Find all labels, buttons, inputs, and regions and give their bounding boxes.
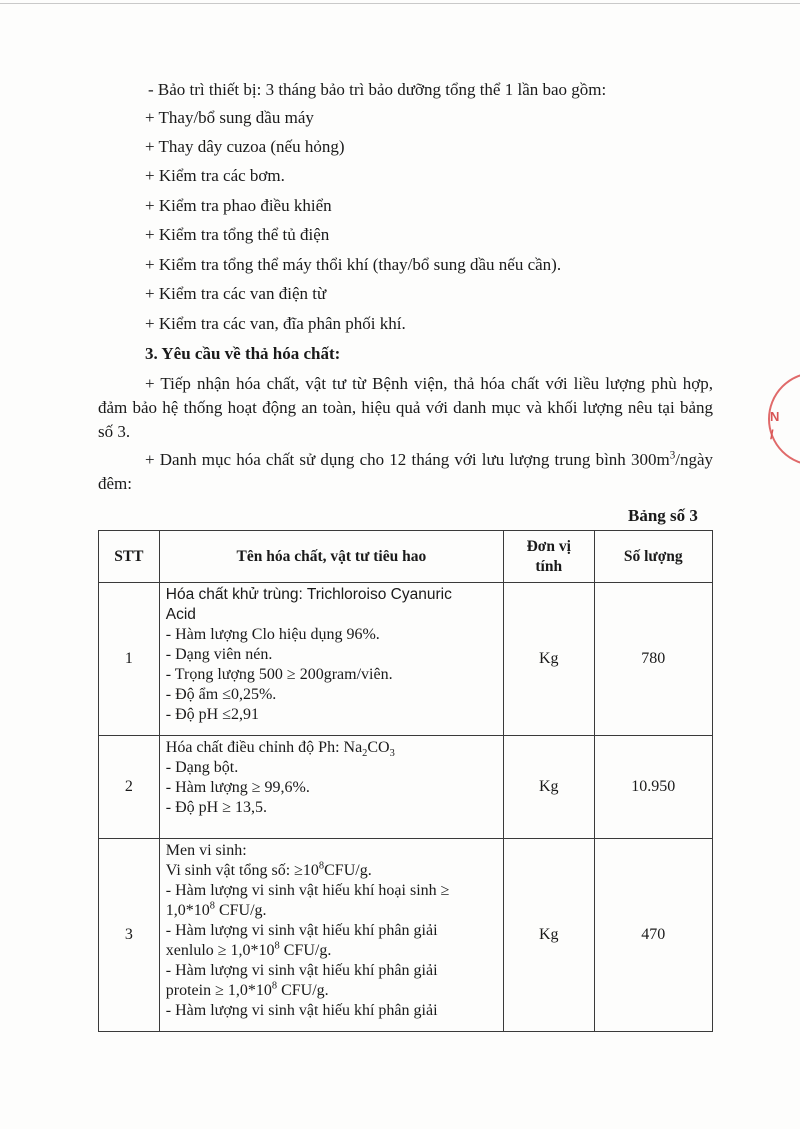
chemical-table — [98, 530, 713, 1032]
detail-superscript: 8 — [318, 860, 325, 872]
cell-qty: 780 — [594, 583, 712, 736]
detail-text: protein ≥ 1,0*10 — [165, 982, 272, 999]
header-stt: STT — [99, 531, 160, 583]
header-name: Tên hóa chất, vật tư tiêu hao — [159, 531, 503, 583]
item-title: Acid — [165, 606, 196, 623]
title-text: CO — [367, 739, 390, 756]
detail-superscript: 8 — [209, 900, 215, 912]
detail-text: 1,0*10 — [165, 902, 210, 919]
title-subscript: 3 — [389, 748, 395, 760]
item-detail: - Hàm lượng vi sinh vật hiếu khí phân giải — [165, 922, 438, 939]
item-detail — [166, 981, 497, 1001]
item-detail: - Độ pH ≤2,91 — [165, 706, 259, 723]
maintenance-item: + Kiểm tra phao điều khiển — [145, 196, 332, 215]
item-detail: - Hàm lượng ≥ 99,6%. — [165, 779, 310, 796]
item-detail — [166, 861, 497, 881]
item-detail: - Hàm lượng vi sinh vật hiếu khí phân giải — [165, 962, 438, 979]
detail-text: CFU/g. — [214, 902, 267, 919]
header-unit — [503, 531, 594, 583]
item-detail: - Độ pH ≥ 13,5. — [165, 799, 267, 816]
cell-unit: Kg — [503, 839, 594, 1032]
item-detail: - Hàm lượng vi sinh vật hiếu khí phân giải — [165, 1002, 438, 1019]
maintenance-item: + Thay/bổ sung dầu máy — [145, 108, 314, 127]
cell-unit: Kg — [503, 736, 594, 839]
cell-name — [159, 736, 503, 839]
item-detail: - Hàm lượng vi sinh vật hiếu khí hoại sinh ≥ — [165, 882, 450, 899]
table-row — [99, 583, 713, 736]
stamp-letter: N — [770, 409, 780, 424]
maintenance-item: + Kiểm tra tổng thể tủ điện — [145, 225, 330, 244]
cell-stt: 2 — [99, 736, 160, 839]
flow-superscript: 3 — [669, 449, 676, 462]
detail-text: CFU/g. — [279, 942, 332, 959]
detail-superscript: 8 — [271, 980, 278, 992]
maintenance-item: + Kiểm tra các van điện từ — [145, 284, 327, 303]
section-paragraph-flow — [98, 448, 713, 496]
section-paragraph: + Tiếp nhận hóa chất, vật tư từ Bệnh viện, thả hóa chất với liều lượng phù hợp, đảm bảo hệ thống hoạt động an toàn, hiệu quả với danh mục và khối lượng nêu tại bảng số 3. — [98, 374, 713, 441]
maintenance-item: + Kiểm tra các bơm. — [145, 166, 285, 185]
title-text: Hóa chất điều chỉnh độ Ph: Na — [165, 739, 363, 756]
stamp-letter: / — [770, 427, 774, 442]
detail-superscript: 8 — [274, 940, 280, 952]
item-detail: - Trọng lượng 500 ≥ 200gram/viên. — [165, 666, 393, 683]
detail-text: CFU/g. — [324, 862, 372, 879]
cell-stt: 1 — [99, 583, 160, 736]
maintenance-item: + Kiểm tra tổng thể máy thổi khí (thay/bổ sung dầu nếu cần). — [145, 255, 562, 274]
detail-text: CFU/g. — [277, 982, 329, 999]
stamp-lettering — [770, 408, 779, 444]
item-detail — [166, 941, 497, 961]
cell-name — [159, 583, 503, 736]
page-top-rule — [0, 3, 800, 4]
item-detail: - Độ ẩm ≤0,25%. — [165, 686, 277, 703]
section-heading: 3. Yêu cầu về thả hóa chất: — [145, 344, 341, 363]
item-detail — [166, 901, 497, 921]
item-title: Hóa chất khử trùng: Trichloroiso Cyanuric — [165, 586, 452, 603]
table-caption: Bảng số 3 — [628, 506, 698, 525]
cell-name — [159, 839, 503, 1032]
table-row — [99, 736, 713, 839]
table-row — [99, 839, 713, 1032]
cell-qty: 470 — [594, 839, 712, 1032]
cell-stt: 3 — [99, 839, 160, 1032]
cell-qty: 10.950 — [594, 736, 712, 839]
header-qty: Số lượng — [594, 531, 712, 583]
detail-text: xenlulo ≥ 1,0*10 — [165, 942, 275, 959]
item-detail: - Hàm lượng Clo hiệu dụng 96%. — [165, 626, 380, 643]
title-subscript: 2 — [362, 748, 368, 760]
header-unit-line: tính — [535, 557, 563, 575]
item-detail: - Dạng bột. — [165, 759, 239, 776]
header-unit-line: Đơn vị — [526, 537, 571, 555]
cell-unit: Kg — [503, 583, 594, 736]
item-title — [166, 738, 497, 758]
table-header-row — [99, 531, 713, 583]
maintenance-item: + Thay dây cuzoa (nếu hỏng) — [145, 137, 345, 156]
item-detail: - Dạng viên nén. — [165, 646, 273, 663]
flow-text: + Danh mục hóa chất sử dụng cho 12 tháng với lưu lượng trung bình 300m — [145, 450, 670, 469]
detail-text: Vi sinh vật tổng số: ≥10 — [165, 862, 319, 879]
maintenance-item: + Kiểm tra các van, đĩa phân phối khí. — [145, 314, 406, 333]
flow-unit-text: /ngày đêm: — [98, 450, 713, 493]
item-title: Men vi sinh: — [165, 842, 247, 859]
maintenance-intro: - Bảo trì thiết bị: 3 tháng bảo trì bảo dưỡng tổng thể 1 lần bao gồm: — [148, 80, 607, 99]
